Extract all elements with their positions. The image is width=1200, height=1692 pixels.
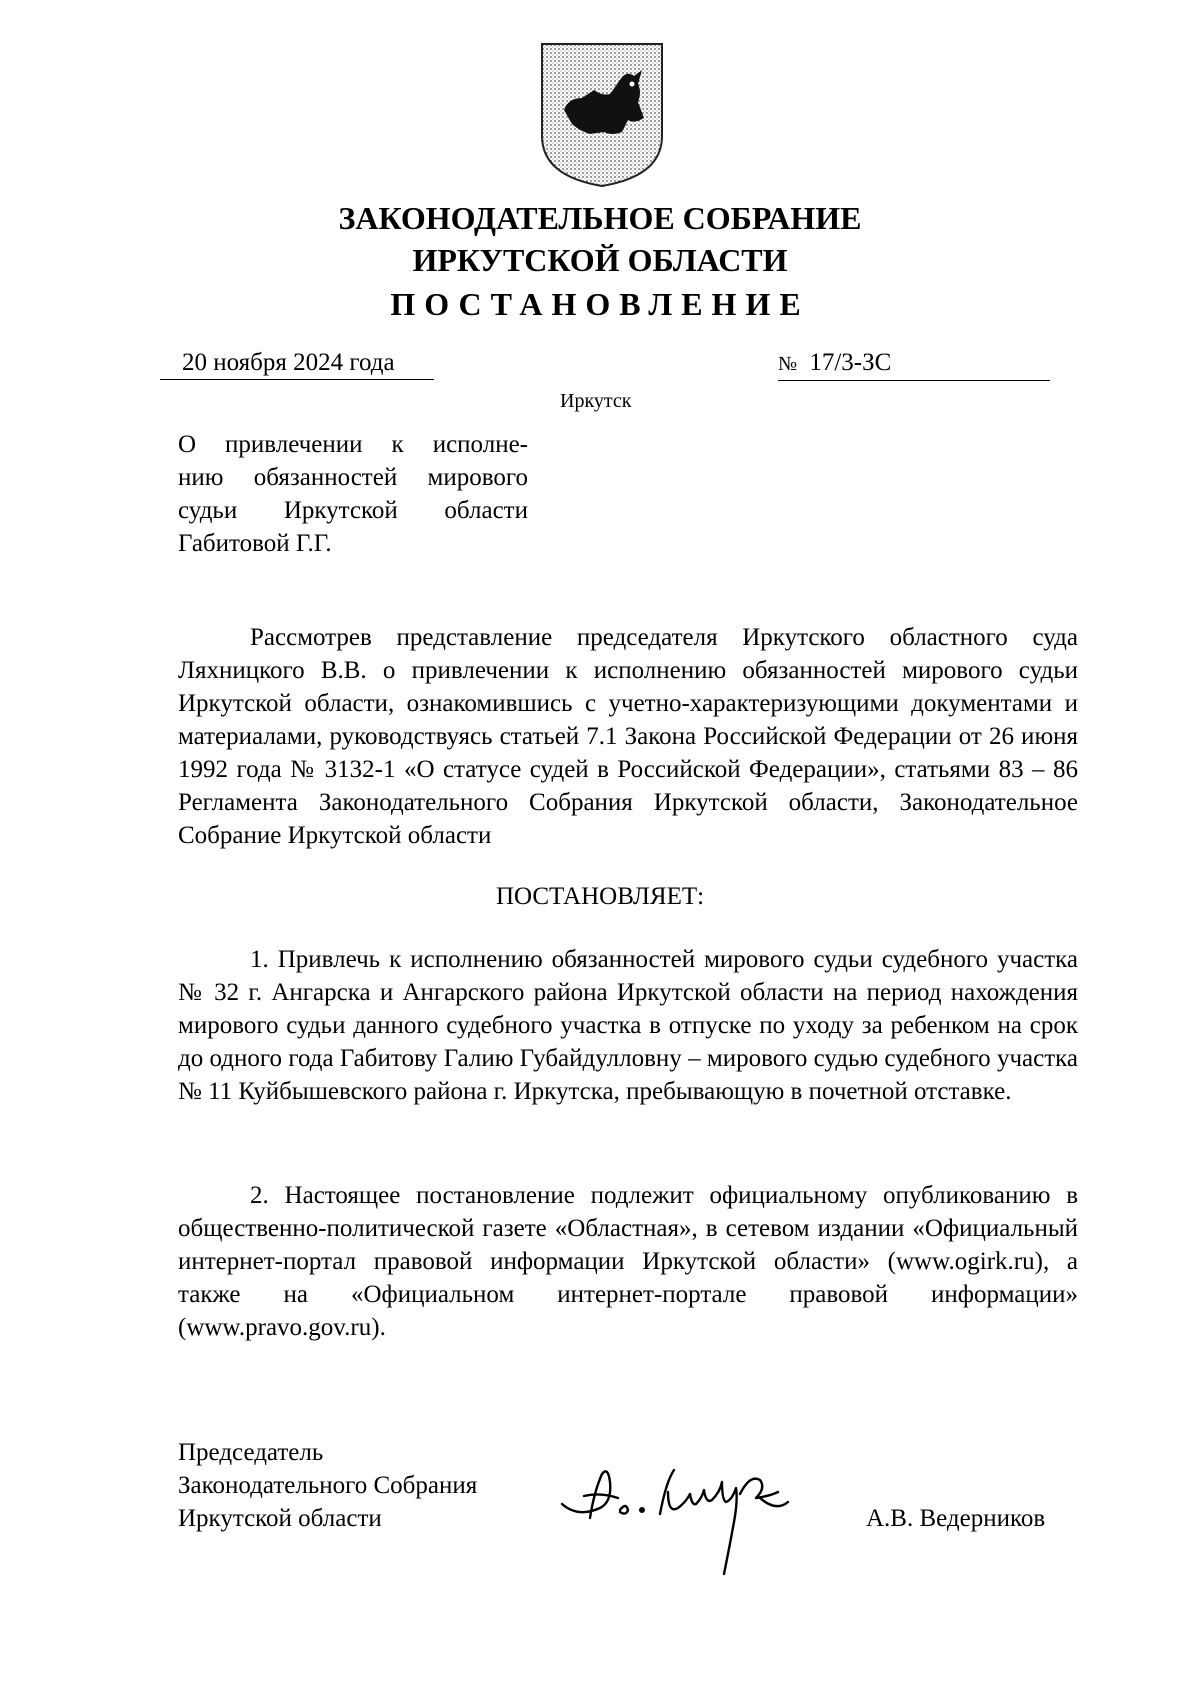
preamble-paragraph: Рассмотрев представление председателя Иркутского областного суда Ляхницкого В.В. о привлечении к исполнению обязанностей мирового судьи Иркутской области, ознакомившись с учетно-характеризующими документами и материалами, руководствуясь статьей 7.1 Закона Российской Федерации от 26 июня 1992 года № 3132-1 «О статусе судей в Российской Федерации», статьями 83 – 86 Регламента Законодательного Собрания Иркутской области, Законодательное Собрание Иркутской области: [178, 624, 1078, 849]
document-city: Иркутск: [560, 390, 632, 412]
handwritten-signature: [556, 1452, 826, 1582]
document-subject: [178, 428, 528, 560]
document-number-field: [778, 347, 1050, 381]
subject-line: судьи Иркутской области: [178, 497, 528, 524]
coat-of-arms-icon: [538, 40, 666, 190]
org-title-line2: ИРКУТСКОЙ ОБЛАСТИ: [412, 242, 788, 278]
org-title-line1: ЗАКОНОДАТЕЛЬНОЕ СОБРАНИЕ: [338, 200, 862, 236]
subject-line: Габитовой Г.Г.: [178, 530, 332, 557]
subject-line: О привлечении к исполне-: [178, 431, 528, 458]
doc-type-title: ПОСТАНОВЛЕНИЕ: [390, 286, 810, 322]
decree-heading: ПОСТАНОВЛЯЕТ:: [495, 883, 705, 910]
signatory-name: А.В. Ведерников: [866, 1505, 1046, 1532]
resolution-item-1: 1. Привлечь к исполнению обязанностей мирового судьи судебного участка № 32 г. Ангарска и Ангарского района Иркутской области на период нахождения мирового судьи данного судебного участка в отпуске по уходу за ребенком на срок до одного года Габитову Галию Губайдулловну – мирового судью судебного участка № 11 Куйбышевского района г. Иркутска, пребывающую в почетной отставке.: [178, 946, 1078, 1105]
subject-line: нию обязанностей мирового: [178, 464, 528, 491]
resolution-item-2: 2. Настоящее постановление подлежит официальному опубликованию в общественно-политической газете «Областная», в сетевом издании «Официальный интернет-портал правовой информации Иркутской области» (www.ogirk.ru), а также на «Официальном интернет-портале правовой информации» (www.pravo.gov.ru).: [178, 1182, 1078, 1341]
position-line: Председатель: [178, 1439, 324, 1466]
document-date: 20 ноября 2024 года: [160, 347, 434, 380]
number-sign: №: [778, 353, 798, 375]
position-line: Законодательного Собрания: [178, 1472, 478, 1499]
document-number: 17/3-ЗС: [809, 349, 892, 376]
position-line: Иркутской области: [178, 1505, 382, 1532]
signatory-position: [178, 1436, 477, 1535]
